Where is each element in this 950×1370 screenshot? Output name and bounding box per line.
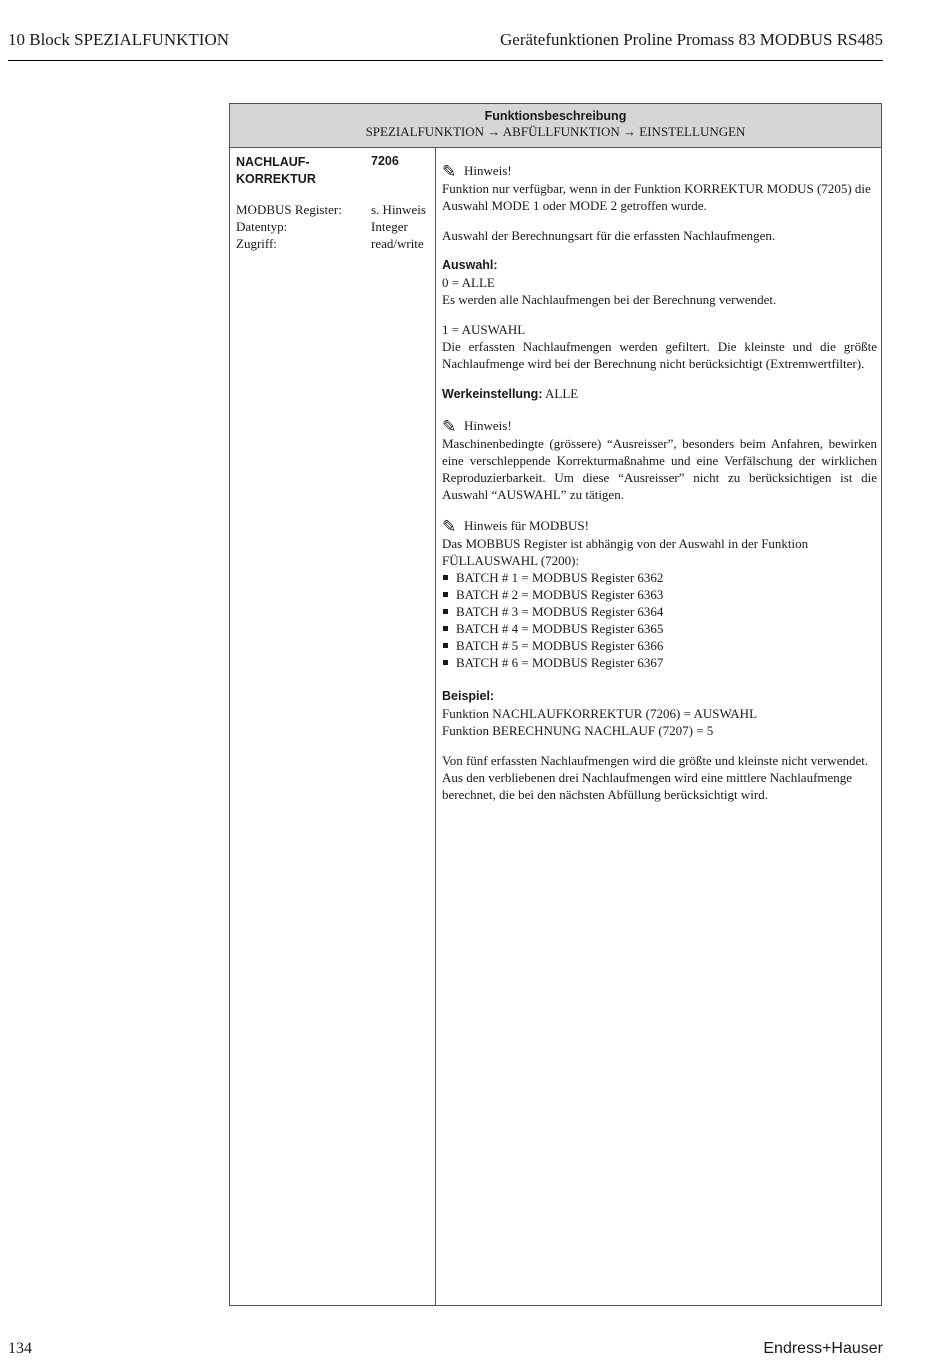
list-item: BATCH # 3 = MODBUS Register 6364 [442,603,877,620]
example-line2: Funktion BERECHNUNG NACHLAUF (7207) = 5 [442,723,714,738]
function-info-column [230,148,436,1305]
pencil-icon: ✎ [442,517,457,536]
note-modbus [442,503,877,671]
option-1-title: 1 = AUSWAHL [442,322,526,337]
note-text: Maschinenbedingte (grössere) “Ausreisser”, besonders beim Anfahren, bewirken eine verschleppende Korrekturmaßnahme und eine Verfälschung der wirklichen Reproduzierbarkeit. Um diese “Ausreisser” nicht zu berücksichtigen ist die Auswahl “AUSWAHL” zu tätigen. [442,436,877,502]
property-row [236,235,432,252]
pencil-icon: ✎ [442,417,457,436]
function-name-line1: NACHLAUF- [236,155,310,169]
batch-register-list [442,569,877,671]
note-title: Hinweis! [464,418,512,433]
intro-text: Auswahl der Berechnungsart für die erfassten Nachlaufmengen. [442,228,776,243]
function-description [442,148,877,803]
table-header [230,104,881,148]
example-line1: Funktion NACHLAUFKORREKTUR (7206) = AUSWAHL [442,706,758,721]
header-rule [8,60,883,61]
factory-setting-value: ALLE [545,386,579,401]
function-name [236,154,326,188]
option-0-text: Es werden alle Nachlaufmengen bei der Berechnung verwendet. [442,292,777,307]
list-item: BATCH # 5 = MODBUS Register 6366 [442,637,877,654]
function-properties [236,201,432,252]
pencil-icon: ✎ [442,162,457,181]
option-0-title: 0 = ALLE [442,275,495,290]
property-row [236,218,432,235]
property-value: s. Hinweis [371,202,426,217]
summary-text: Von fünf erfassten Nachlaufmengen wird die größte und kleinste nicht verwendet. Aus den verbliebenen drei Nachlaufmengen wird eine mittlere Nachlaufmenge berechnet, die bei den nächsten Abfüllung berücksichtigt wird. [442,753,869,802]
example-label: Beispiel: [442,689,495,703]
list-item: BATCH # 6 = MODBUS Register 6367 [442,654,877,671]
property-value: Integer [371,219,408,234]
list-item: BATCH # 1 = MODBUS Register 6362 [442,569,877,586]
note-outliers [442,403,877,503]
page-number: 134 [8,1340,32,1357]
auswahl-label: Auswahl: [442,258,498,272]
list-item: BATCH # 4 = MODBUS Register 6365 [442,620,877,637]
note-title: Hinweis für MODBUS! [464,518,589,533]
function-number: 7206 [371,154,399,168]
note-title: Hinweis! [464,163,512,178]
property-key: MODBUS Register: [236,202,342,217]
function-name-line2: KORREKTUR [236,172,316,186]
brand-logo: Endress+Hauser [763,1340,883,1357]
note-text-line1: Das MOBBUS Register ist abhängig von der Auswahl in der Funktion [442,536,809,551]
header-document-title: Gerätefunktionen Proline Promass 83 MODBUS RS485 [500,30,883,49]
table-path: SPEZIALFUNKTION → ABFÜLLFUNKTION → EINSTELLUNGEN [365,124,746,139]
function-table [229,103,882,1306]
header-chapter: 10 Block SPEZIALFUNKTION [8,30,229,49]
option-1-text: Die erfassten Nachlaufmengen werden gefiltert. Die kleinste und die größte Nachlaufmenge wird bei der Berechnung nicht berücksichtigt (Extremwertfilter). [442,339,877,371]
table-title: Funktionsbeschreibung [484,109,627,123]
note-availability [442,148,877,214]
property-value: read/write [371,236,424,251]
list-item: BATCH # 2 = MODBUS Register 6363 [442,586,877,603]
factory-setting [442,385,877,403]
property-key: Zugriff: [236,236,277,251]
note-text-line2: FÜLLAUSWAHL (7200): [442,553,580,568]
property-key: Datentyp: [236,219,288,234]
note-text: Funktion nur verfügbar, wenn in der Funktion KORREKTUR MODUS (7205) die Auswahl MODE 1 oder MODE 2 getroffen wurde. [442,181,871,213]
factory-setting-label: Werkeinstellung: [442,387,543,401]
property-row [236,201,432,218]
